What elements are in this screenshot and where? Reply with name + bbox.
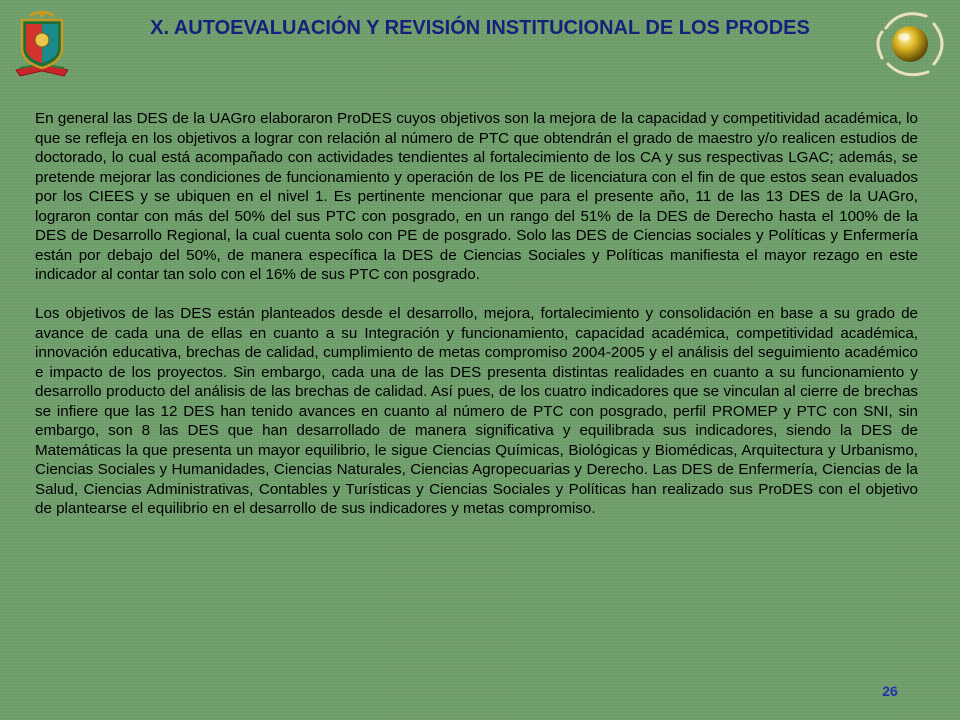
university-crest-icon — [12, 8, 72, 78]
paragraph-2: Los objetivos de las DES están planteados desde el desarrollo, mejora, fortalecimiento y consolidación en base a su grado de avance de cada una de ellas en cuanto a su Integración y funcionamiento, capacidad académica, competitividad académica, innovación educativa, brechas de calidad, cumplimiento de metas compromiso 2004-2005 y el análisis del seguimiento académico e impacto de los proyectos. Sin embargo, cada una de las DES presenta distintas realidades en cuanto a su funcionamiento y desarrollo producto del análisis de las brechas de calidad. Así pues, de los cuatro indicadores que se vinculan al cierre de brechas se infiere que las 12 DES han tenido avances en cuanto al número de PTC con posgrado, perfil PROMEP y PTC con SNI, sin embargo, son 8 las DES que han desarrollado de manera significativa y equilibrada sus indicadores, siendo la DES de Matemáticas la que presenta un mayor equilibrio, le sigue Ciencias Químicas, Biológicas y Biomédicas, Arquitectura y Urbanismo, Ciencias Sociales y Humanidades, Ciencias Naturales, Ciencias Agropecuarias y Derecho. Las DES de Enfermería, Ciencias de la Salud, Ciencias Administrativas, Contables y Turísticas y Ciencias Sociales y Políticas han realizado sus ProDES con el objetivo de plantearse el equilibrio en el desarrollo de sus indicadores y metas compromiso. — [35, 305, 918, 517]
page-number: 26 — [882, 683, 898, 699]
slide-title: X. AUTOEVALUACIÓN Y REVISIÓN INSTITUCIONAL DE LOS PRODES — [150, 17, 810, 39]
gold-orb-logo-icon — [870, 6, 950, 80]
paragraph-1: En general las DES de la UAGro elaboraron ProDES cuyos objetivos son la mejora de la capacidad y competitividad académica, lo que se refleja en los objetivos a lograr con relación al número de PTC que obtendrán el grado de maestro y/o realicen estudios de doctorado, lo cual está acompañado con actividades tendientes al fortalecimiento de los CA y sus respectivas LGAC; además, se pretende mejorar las condiciones de funcionamiento y operación de los PE de licenciatura con el fin de que estos sean evaluados por los CIEES y se ubiquen en el nivel 1. Es pertinente mencionar que para el presente año, 11 de las 13 DES de la UAGro, lograron contar con más del 50% del sus PTC con posgrado, en un rango del 51% de la DES de Derecho hasta el 100% de la DES de Desarrollo Regional, la cual cuenta solo con PE de posgrado. Solo las DES de Ciencias sociales y Políticas y Enfermería están por debajo del 50%, de manera específica la DES de Ciencias Sociales y Políticas manifiesta el mayor rezago en este indicador al contar tan solo con el 16% de sus PTC con posgrado. — [35, 110, 918, 283]
body-text — [35, 109, 918, 519]
